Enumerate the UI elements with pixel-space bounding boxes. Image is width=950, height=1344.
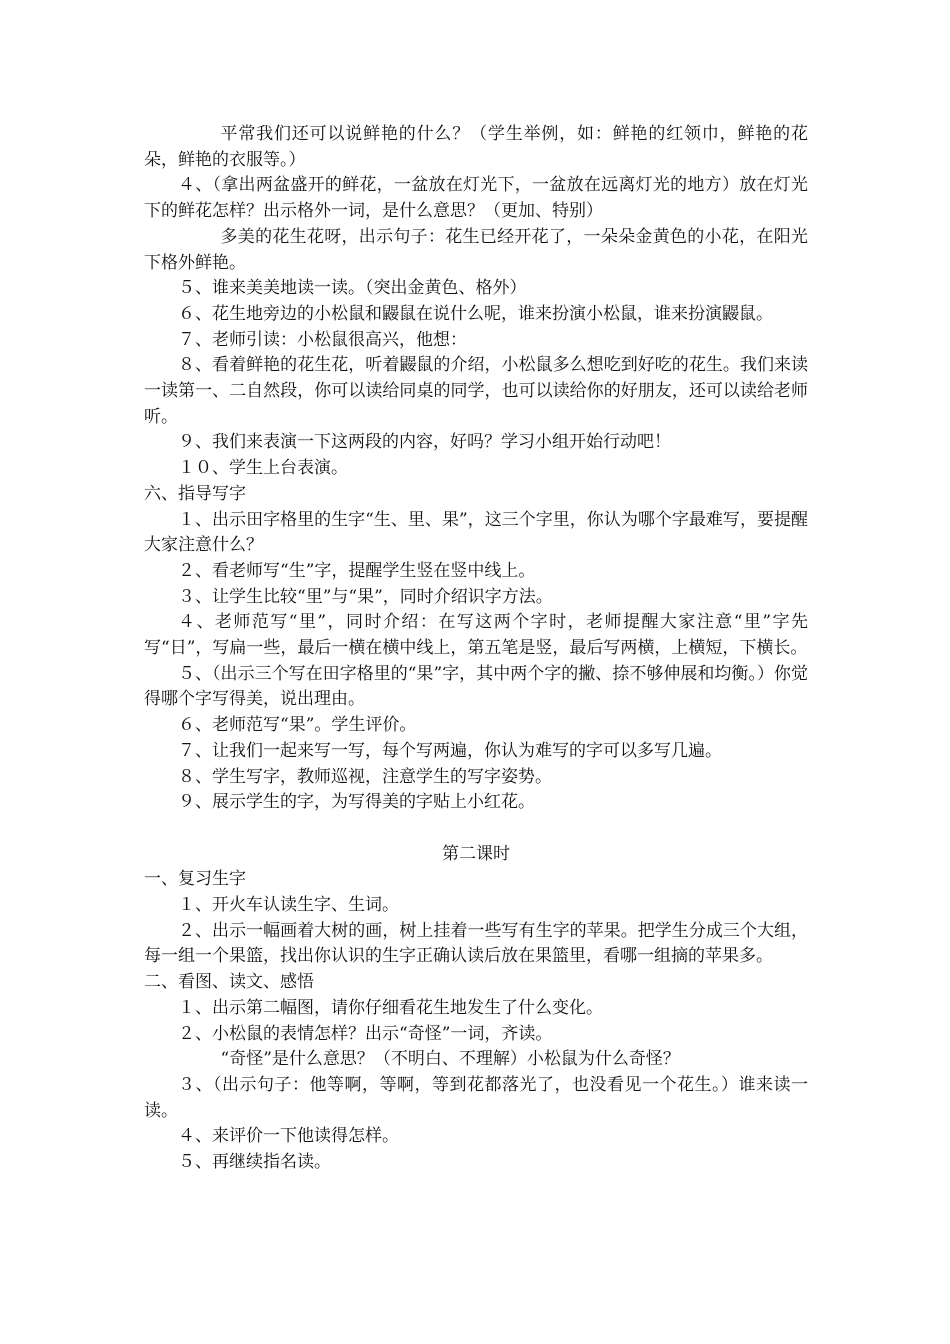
paragraph: １、出示第二幅图，请你仔细看花生地发生了什么变化。 xyxy=(178,997,603,1018)
paragraph: １、开火车认读生字、生词。 xyxy=(178,895,399,916)
section-title: 第二课时 xyxy=(442,843,510,864)
paragraph: ４、老师范写“里”，同时介绍：在写这两个字时，老师提醒大家注意“里”字先写“日”，写扁一些，最后一横在横中线上，第五笔是竖，最后写两横，上横短，下横长。 xyxy=(144,612,808,659)
paragraph: ３、（出示句子：他等啊，等啊，等到花都落光了，也没看见一个花生。）谁来读一读。 xyxy=(144,1075,808,1121)
section-heading: 六、指导写字 xyxy=(144,483,246,504)
paragraph: 多美的花生花呀，出示句子：花生已经开花了，一朵朵金黄色的小花，在阳光下格外鲜艳。 xyxy=(144,226,808,273)
paragraph: ２、看老师写“生”字，提醒学生竖在竖中线上。 xyxy=(178,560,536,581)
paragraph: ３、让学生比较“里”与“果”，同时介绍识字方法。 xyxy=(178,586,553,607)
paragraph: ２、出示一幅画着大树的画，树上挂着一些写有生字的苹果。把学生分成三个大组，每一组一个果篮，找出你认识的生字正确认读后放在果篮里，看哪一组摘的苹果多。 xyxy=(144,920,808,967)
paragraph: ８、看着鲜艳的花生花，听着鼹鼠的介绍，小松鼠多么想吃到好吃的花生。我们来读一读第一、二自然段，你可以读给同桌的同学，也可以读给你的好朋友，还可以读给老师听。 xyxy=(144,355,808,427)
paragraph: ６、老师范写“果”。学生评价。 xyxy=(178,715,417,736)
paragraph: ７、老师引读：小松鼠很高兴，他想： xyxy=(178,329,467,350)
paragraph: 平常我们还可以说鲜艳的什么？（学生举例，如：鲜艳的红领巾，鲜艳的花朵，鲜艳的衣服等。） xyxy=(144,124,808,170)
paragraph: ４、（拿出两盆盛开的鲜花，一盆放在灯光下，一盆放在远离灯光的地方）放在灯光下的鲜花怎样？出示格外一词，是什么意思？（更加、特别） xyxy=(144,175,808,222)
document-body xyxy=(144,122,808,1176)
paragraph: １、出示田字格里的生字“生、里、果”，这三个字里，你认为哪个字最难写，要提醒大家注意什么？ xyxy=(144,509,808,556)
paragraph: ７、让我们一起来写一写，每个写两遍，你认为难写的字可以多写几遍。 xyxy=(178,740,722,761)
paragraph: ９、展示学生的字，为写得美的字贴上小红花。 xyxy=(178,792,535,813)
paragraph: ２、小松鼠的表情怎样？出示“奇怪”一词，齐读。 xyxy=(178,1023,553,1044)
paragraph: ８、学生写字，教师巡视，注意学生的写字姿势。 xyxy=(178,766,552,787)
paragraph: １０、学生上台表演。 xyxy=(178,458,348,479)
blank-line xyxy=(144,816,808,842)
paragraph: “奇怪”是什么意思？（不明白、不理解）小松鼠为什么奇怪？ xyxy=(220,1049,680,1070)
paragraph: ５、再继续指名读。 xyxy=(178,1152,331,1173)
section-heading: 一、复习生字 xyxy=(144,869,246,890)
paragraph: ６、花生地旁边的小松鼠和鼹鼠在说什么呢，谁来扮演小松鼠，谁来扮演鼹鼠。 xyxy=(178,303,773,324)
section-heading: 二、看图、读文、感悟 xyxy=(144,972,314,993)
paragraph: ５、谁来美美地读一读。（突出金黄色、格外） xyxy=(178,278,527,299)
paragraph: ９、我们来表演一下这两段的内容，好吗？学习小组开始行动吧！ xyxy=(178,432,671,453)
paragraph: ４、来评价一下他读得怎样。 xyxy=(178,1126,399,1147)
paragraph: ５、（出示三个写在田字格里的“果”字，其中两个字的撇、捺不够伸展和均衡。）你觉得哪个字写得美，说出理由。 xyxy=(144,663,808,710)
